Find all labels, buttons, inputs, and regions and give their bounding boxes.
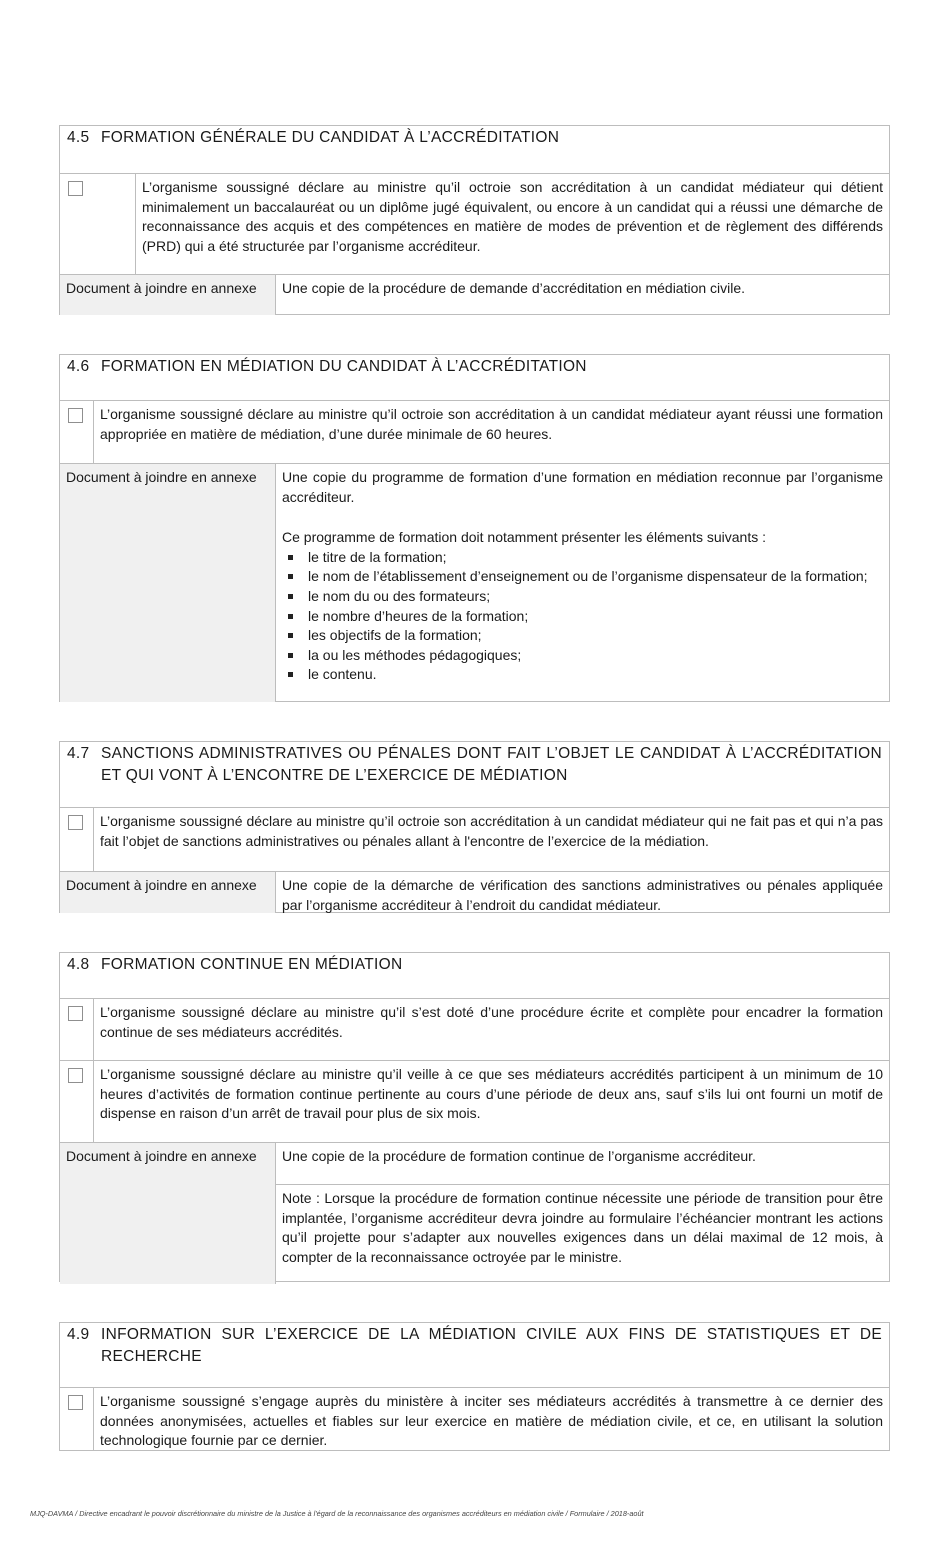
section-heading: FORMATION EN MÉDIATION DU CANDIDAT À L’ACCRÉDITATION — [101, 358, 587, 375]
declaration-checkbox[interactable] — [68, 815, 83, 830]
declaration-text: L’organisme soussigné déclare au ministre qu’il octroie son accréditation à un candidat médiateur ayant réussi une formation appropriée en matière de médiation, d’une durée minimale de 60 heures. — [100, 406, 883, 442]
declaration-text: L’organisme soussigné déclare au ministre qu’il s’est doté d’une procédure écrite et complète pour encadrer la formation continue de ses médiateurs accrédités. — [100, 1004, 883, 1040]
section-4-9 — [59, 1322, 890, 1451]
section-4-5 — [59, 125, 890, 315]
declaration-checkbox[interactable] — [68, 1395, 83, 1410]
document-label: Document à joindre en annexe — [60, 464, 276, 702]
declaration-checkbox[interactable] — [68, 181, 83, 196]
declaration-text: L’organisme soussigné déclare au ministre qu’il octroie son accréditation à un candidat médiateur qui ne fait pas et qui n’a pas fait l’objet de sanctions administratives ou pénales allant à l'encontre de l’exercice de la médiation. — [100, 813, 883, 849]
list-item: le nombre d’heures de la formation; — [282, 607, 883, 627]
section-number: 4.7 — [67, 745, 90, 762]
document-note: Note : Lorsque la procédure de formation continue nécessite une période de transition pour être implantée, l’organisme accréditeur devra joindre au formulaire l’échéancier montrant les actions qu’il projette pour s’adapter aux nouvelles exigences dans un délai maximal de 12 mois, à compter de la reconnaissance octroyée par le ministre. — [276, 1184, 889, 1285]
document-text: Une copie de la démarche de vérification des sanctions administratives ou pénales appliquée par l’organisme accréditeur à l’endroit du candidat médiateur. — [282, 877, 883, 913]
section-title — [60, 126, 889, 173]
declaration-checkbox[interactable] — [68, 408, 83, 423]
section-number: 4.5 — [67, 129, 90, 146]
document-text: Une copie du programme de formation d’une formation en médiation reconnue par l’organisme accréditeur. — [282, 469, 883, 505]
declaration-checkbox[interactable] — [68, 1068, 83, 1083]
document-intro: Ce programme de formation doit notamment présenter les éléments suivants : — [282, 529, 767, 546]
list-item: le nom du ou des formateurs; — [282, 587, 883, 607]
section-heading: SANCTIONS ADMINISTRATIVES OU PÉNALES DONT FAIT L’OBJET LE CANDIDAT À L’ACCRÉDITATION ET QUI VONT À L’ENCONTRE DE L’EXERCICE DE MÉDIATION — [101, 745, 882, 784]
list-item: le titre de la formation; — [282, 548, 883, 568]
section-4-6 — [59, 354, 890, 702]
page-footer: MJQ-DAVMA / Directive encadrant le pouvoir discrétionnaire du ministre de la Justice à l'égard de la reconnaissance des organismes accréditeurs en médiation civile / Formulaire / 2018-août — [30, 1509, 644, 1518]
section-title — [60, 1323, 889, 1387]
section-number: 4.8 — [67, 956, 90, 973]
section-title — [60, 953, 889, 998]
document-text: Une copie de la procédure de formation continue de l’organisme accréditeur. — [282, 1148, 756, 1164]
document-label: Document à joindre en annexe — [60, 275, 276, 315]
document-text: Une copie de la procédure de demande d’accréditation en médiation civile. — [282, 280, 746, 296]
section-number: 4.9 — [67, 1326, 90, 1343]
section-title — [60, 742, 889, 807]
list-item: le nom de l’établissement d’enseignement ou de l’organisme dispensateur de la formation; — [282, 567, 883, 587]
section-heading: FORMATION GÉNÉRALE DU CANDIDAT À L’ACCRÉDITATION — [101, 129, 560, 146]
section-heading: INFORMATION SUR L’EXERCICE DE LA MÉDIATION CIVILE AUX FINS DE STATISTIQUES ET DE RECHERCHE — [101, 1326, 882, 1365]
section-number: 4.6 — [67, 358, 90, 375]
declaration-checkbox[interactable] — [68, 1006, 83, 1021]
list-item: les objectifs de la formation; — [282, 626, 883, 646]
declaration-text: L’organisme soussigné s’engage auprès du ministère à inciter ses médiateurs accrédités à transmettre à ce dernier des données anonymisées, actuelles et fiables sur leur exercice en matière de médiation civile, et ce, en utilisant la solution technologique fournie par ce dernier. — [100, 1393, 883, 1449]
declaration-text: L’organisme soussigné déclare au ministre qu’il veille à ce que ses médiateurs accrédités participent à un minimum de 10 heures d’activités de formation continue pertinente au cours d’une période de deux ans, sauf s’ils lui ont fourni un motif de dispense en raison d’un arrêt de travail pour plus de six mois. — [100, 1066, 883, 1122]
declaration-text: L’organisme soussigné déclare au ministre qu’il octroie son accréditation à un candidat médiateur qui détient minimalement un baccalauréat ou un diplôme jugé équivalent, ou encore à un candidat qui a réussi une démarche de reconnaissance des acquis et des compétences en matière de modes de prévention et de règlement des différends (PRD) qui a été structurée par l’organisme accréditeur. — [142, 179, 883, 254]
section-4-8 — [59, 952, 890, 1282]
document-label: Document à joindre en annexe — [60, 872, 276, 913]
list-item: le contenu. — [282, 665, 883, 685]
section-4-7 — [59, 741, 890, 913]
list-item: la ou les méthodes pédagogiques; — [282, 646, 883, 666]
section-heading: FORMATION CONTINUE EN MÉDIATION — [101, 956, 403, 973]
document-label: Document à joindre en annexe — [60, 1143, 276, 1284]
section-title — [60, 355, 889, 400]
element-list — [282, 548, 883, 685]
